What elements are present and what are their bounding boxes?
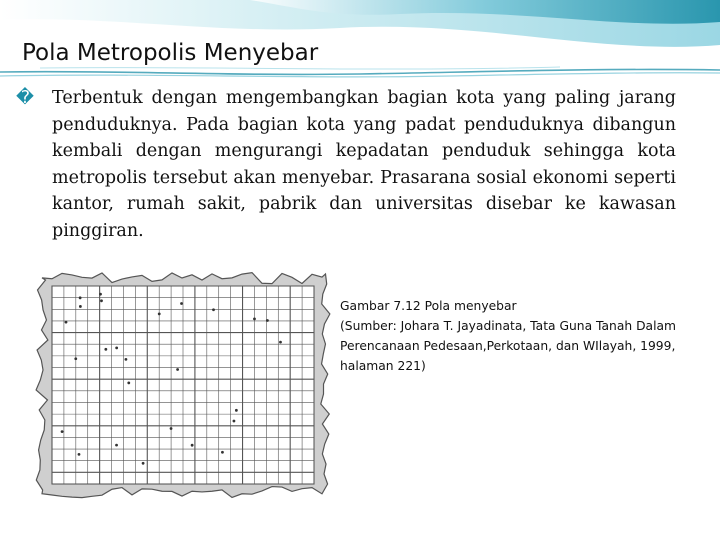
body-paragraph (16, 85, 676, 244)
slide-title: Pola Metropolis Menyebar (22, 40, 319, 66)
figure-caption: Gambar 7.12 Pola menyebar (Sumber: Johara T. Jayadinata, Tata Guna Tanah Dalam Perencanaan Pedesaan,Perkotaan, dan WIlayah, 1999, halaman 221) (340, 299, 677, 373)
paragraph-text: Terbentuk dengan mengembangkan bagian kota yang paling jarang penduduknya. Pada bagian kota yang padat penduduknya dibangun kembali dengan mengurangi kepadatan penduduk sehingga kota metropolis tersebut akan menyebar. Prasarana sosial ekonomi seperti kantor, rumah sakit, pabrik dan universitas disebar ke kawasan pinggiran. (52, 88, 676, 241)
bullet-glyph: � (16, 88, 34, 108)
city-grid-map-icon (32, 264, 332, 500)
spreading-city-grid-figure (32, 264, 332, 500)
